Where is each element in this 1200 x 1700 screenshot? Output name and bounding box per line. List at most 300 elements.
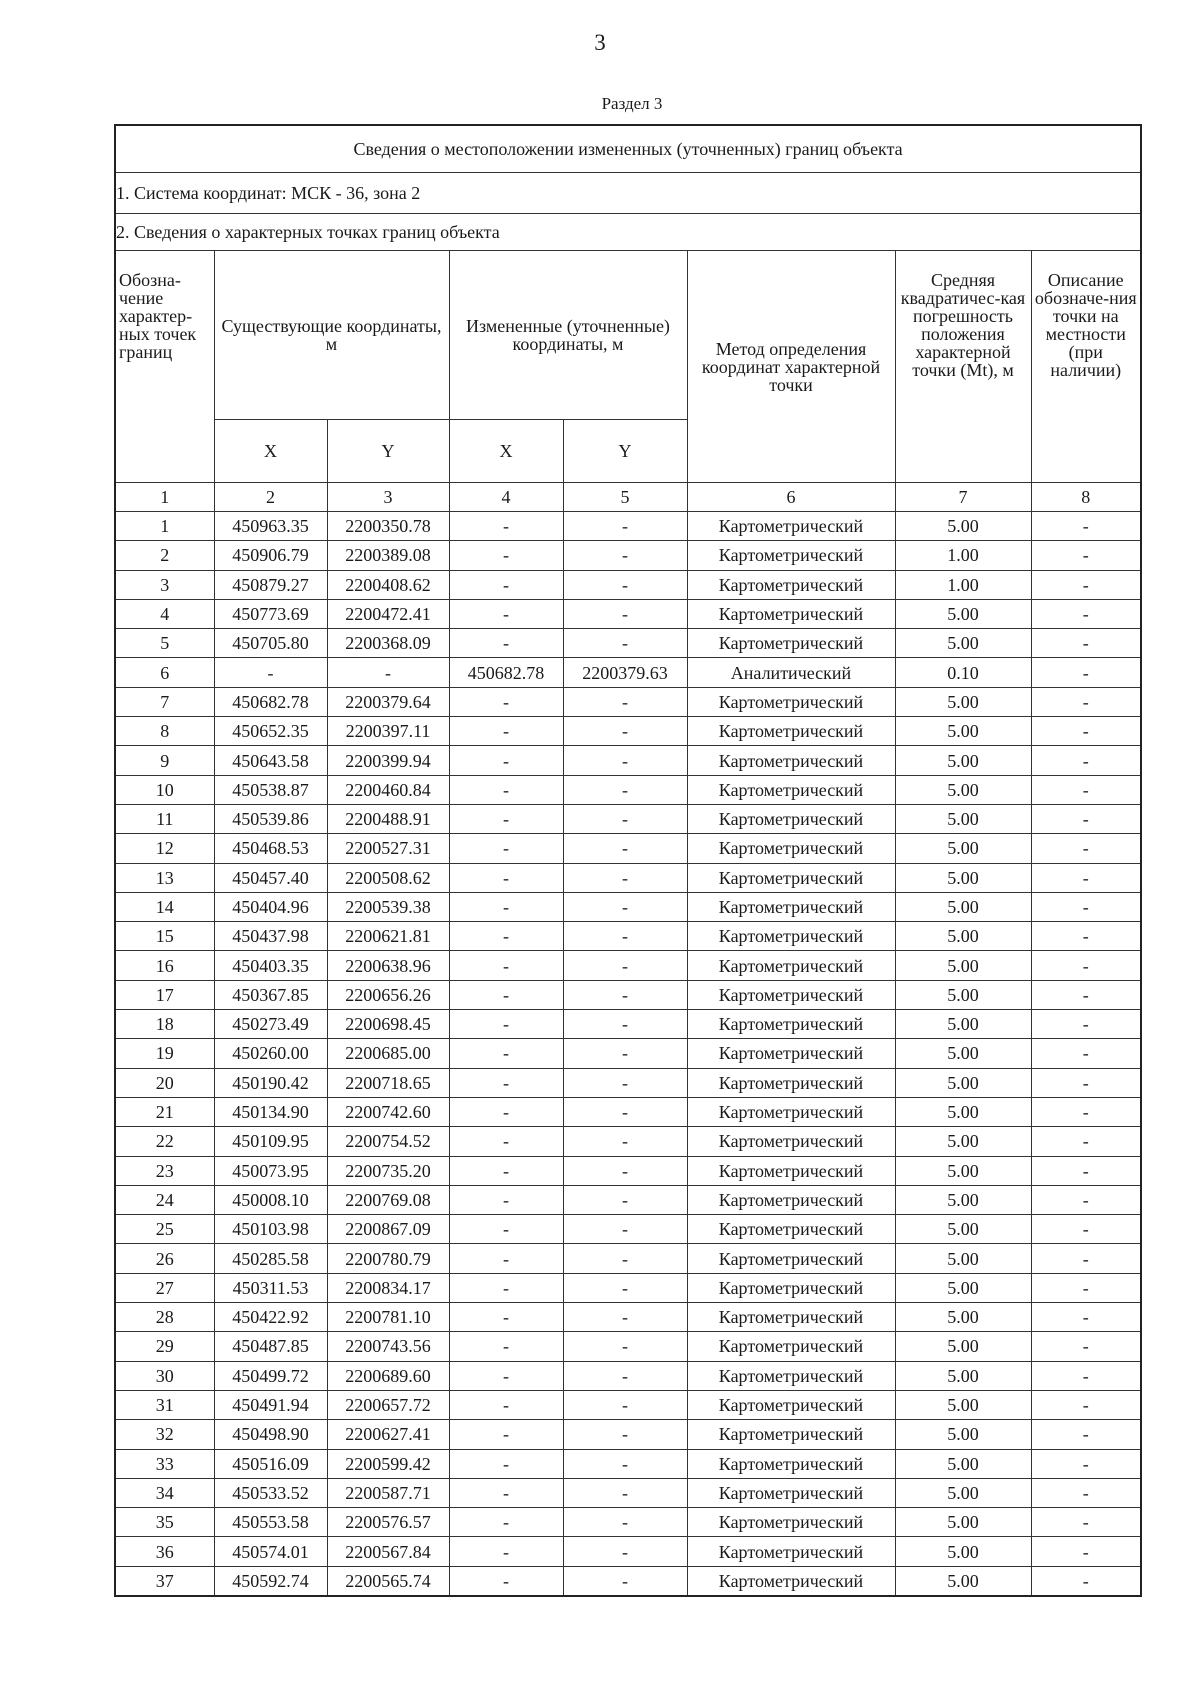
changed-x-cell: - [449, 804, 563, 833]
changed-y-cell: - [563, 804, 687, 833]
error-cell: 5.00 [895, 1537, 1031, 1566]
header-existing-coords: Существующие координаты, м [214, 251, 449, 420]
changed-x-cell: - [449, 1332, 563, 1361]
point-id-cell: 30 [115, 1361, 214, 1390]
existing-y-cell: 2200599.42 [327, 1449, 449, 1478]
changed-y-cell: - [563, 717, 687, 746]
error-cell: 5.00 [895, 1449, 1031, 1478]
table-row [115, 892, 1141, 921]
point-id-cell: 9 [115, 746, 214, 775]
existing-y-cell: 2200488.91 [327, 804, 449, 833]
method-cell: Картометрический [687, 1244, 895, 1273]
method-cell: Картометрический [687, 746, 895, 775]
changed-y-cell: - [563, 1068, 687, 1097]
table-row [115, 834, 1141, 863]
point-id-cell: 8 [115, 717, 214, 746]
existing-x-cell: 450773.69 [214, 599, 327, 628]
existing-x-cell: 450422.92 [214, 1303, 327, 1332]
existing-y-cell: 2200399.94 [327, 746, 449, 775]
point-id-cell: 27 [115, 1273, 214, 1302]
existing-y-cell: 2200689.60 [327, 1361, 449, 1390]
description-cell: - [1031, 687, 1141, 716]
changed-x-cell: - [449, 1097, 563, 1126]
description-cell: - [1031, 804, 1141, 833]
point-id-cell: 16 [115, 951, 214, 980]
table-row [115, 1449, 1141, 1478]
method-cell: Картометрический [687, 541, 895, 570]
changed-x-cell: - [449, 1420, 563, 1449]
changed-y-cell: - [563, 1420, 687, 1449]
existing-y-cell: 2200718.65 [327, 1068, 449, 1097]
points-heading: 2. Сведения о характерных точках границ объекта [115, 214, 1141, 251]
changed-x-cell: - [449, 1537, 563, 1566]
changed-y-cell: - [563, 1039, 687, 1068]
error-cell: 1.00 [895, 570, 1031, 599]
existing-y-cell: 2200397.11 [327, 717, 449, 746]
existing-y-cell: 2200656.26 [327, 980, 449, 1009]
error-cell: 5.00 [895, 1566, 1031, 1596]
existing-x-cell: 450367.85 [214, 980, 327, 1009]
existing-x-cell: 450103.98 [214, 1215, 327, 1244]
method-cell: Картометрический [687, 1127, 895, 1156]
table-row [115, 804, 1141, 833]
method-cell: Картометрический [687, 599, 895, 628]
changed-x-cell: - [449, 1508, 563, 1537]
method-cell: Картометрический [687, 1303, 895, 1332]
table-row [115, 629, 1141, 658]
existing-x-cell: 450539.86 [214, 804, 327, 833]
description-cell: - [1031, 1508, 1141, 1537]
changed-y-cell: - [563, 570, 687, 599]
existing-x-cell: 450906.79 [214, 541, 327, 570]
table-row [115, 746, 1141, 775]
error-cell: 5.00 [895, 922, 1031, 951]
table-row [115, 1068, 1141, 1097]
existing-y-cell: 2200508.62 [327, 863, 449, 892]
header-method: Метод определения координат характерной точки [687, 251, 895, 483]
column-number: 6 [687, 483, 895, 512]
error-cell: 5.00 [895, 1215, 1031, 1244]
changed-y-cell: 2200379.63 [563, 658, 687, 687]
table-row [115, 951, 1141, 980]
table-row [115, 922, 1141, 951]
point-id-cell: 23 [115, 1156, 214, 1185]
point-id-cell: 20 [115, 1068, 214, 1097]
header-existing-y: Y [327, 420, 449, 483]
existing-y-cell: 2200379.64 [327, 687, 449, 716]
header-error: Средняя квадратичес-кая погрешность положения характерной точки (Mt), м [895, 251, 1031, 483]
existing-x-cell: 450134.90 [214, 1097, 327, 1126]
table-row [115, 570, 1141, 599]
changed-x-cell: - [449, 1215, 563, 1244]
changed-x-cell: - [449, 1185, 563, 1214]
method-cell: Картометрический [687, 1332, 895, 1361]
existing-x-cell: 450457.40 [214, 863, 327, 892]
changed-x-cell: - [449, 1390, 563, 1419]
column-number: 1 [115, 483, 214, 512]
point-id-cell: 14 [115, 892, 214, 921]
description-cell: - [1031, 1390, 1141, 1419]
section-title: Раздел 3 [601, 94, 663, 113]
header-point-id: Обозна-чение характер-ных точек границ [115, 251, 214, 483]
changed-x-cell: - [449, 1039, 563, 1068]
existing-x-cell: 450533.52 [214, 1478, 327, 1507]
error-cell: 5.00 [895, 1156, 1031, 1185]
existing-x-cell: 450538.87 [214, 775, 327, 804]
existing-y-cell: 2200368.09 [327, 629, 449, 658]
description-cell: - [1031, 1332, 1141, 1361]
description-cell: - [1031, 541, 1141, 570]
changed-y-cell: - [563, 1185, 687, 1214]
error-cell: 5.00 [895, 834, 1031, 863]
existing-y-cell: 2200743.56 [327, 1332, 449, 1361]
changed-x-cell: - [449, 834, 563, 863]
changed-x-cell: 450682.78 [449, 658, 563, 687]
existing-y-cell: 2200565.74 [327, 1566, 449, 1596]
method-cell: Картометрический [687, 1039, 895, 1068]
description-cell: - [1031, 1068, 1141, 1097]
existing-x-cell: 450311.53 [214, 1273, 327, 1302]
description-cell: - [1031, 1039, 1141, 1068]
table-row [115, 687, 1141, 716]
error-cell: 5.00 [895, 629, 1031, 658]
header-changed-y: Y [563, 420, 687, 483]
table-row [115, 1215, 1141, 1244]
table-row [115, 599, 1141, 628]
changed-y-cell: - [563, 1097, 687, 1126]
error-cell: 5.00 [895, 1127, 1031, 1156]
table-row [115, 1273, 1141, 1302]
existing-y-cell: 2200539.38 [327, 892, 449, 921]
existing-y-cell: 2200657.72 [327, 1390, 449, 1419]
description-cell: - [1031, 1010, 1141, 1039]
changed-x-cell: - [449, 1273, 563, 1302]
method-cell: Аналитический [687, 658, 895, 687]
existing-y-cell: 2200408.62 [327, 570, 449, 599]
table-title: Сведения о местоположении измененных (уточненных) границ объекта [115, 125, 1141, 173]
point-id-cell: 13 [115, 863, 214, 892]
existing-x-cell: 450008.10 [214, 1185, 327, 1214]
method-cell: Картометрический [687, 1390, 895, 1419]
method-cell: Картометрический [687, 629, 895, 658]
existing-y-cell: 2200576.57 [327, 1508, 449, 1537]
error-cell: 5.00 [895, 1244, 1031, 1273]
table-row [115, 1478, 1141, 1507]
column-number: 4 [449, 483, 563, 512]
existing-x-cell: 450491.94 [214, 1390, 327, 1419]
header-changed-coords: Измененные (уточненные) координаты, м [449, 251, 687, 420]
table-row [115, 1244, 1141, 1273]
existing-x-cell: 450498.90 [214, 1420, 327, 1449]
point-id-cell: 32 [115, 1420, 214, 1449]
description-cell: - [1031, 717, 1141, 746]
existing-y-cell: 2200460.84 [327, 775, 449, 804]
description-cell: - [1031, 951, 1141, 980]
changed-x-cell: - [449, 1010, 563, 1039]
changed-x-cell: - [449, 1244, 563, 1273]
existing-x-cell: 450468.53 [214, 834, 327, 863]
method-cell: Картометрический [687, 1449, 895, 1478]
method-cell: Картометрический [687, 775, 895, 804]
method-cell: Картометрический [687, 834, 895, 863]
point-id-cell: 19 [115, 1039, 214, 1068]
method-cell: Картометрический [687, 687, 895, 716]
changed-x-cell: - [449, 863, 563, 892]
table-body [115, 512, 1141, 1596]
description-cell: - [1031, 775, 1141, 804]
changed-x-cell: - [449, 1127, 563, 1156]
method-cell: Картометрический [687, 804, 895, 833]
point-id-cell: 1 [115, 512, 214, 541]
changed-x-cell: - [449, 512, 563, 541]
description-cell: - [1031, 1273, 1141, 1302]
error-cell: 5.00 [895, 717, 1031, 746]
changed-y-cell: - [563, 687, 687, 716]
error-cell: 5.00 [895, 1478, 1031, 1507]
existing-x-cell: 450273.49 [214, 1010, 327, 1039]
description-cell: - [1031, 980, 1141, 1009]
point-id-cell: 6 [115, 658, 214, 687]
existing-x-cell: 450190.42 [214, 1068, 327, 1097]
existing-x-cell: 450285.58 [214, 1244, 327, 1273]
method-cell: Картометрический [687, 922, 895, 951]
description-cell: - [1031, 629, 1141, 658]
error-cell: 0.10 [895, 658, 1031, 687]
error-cell: 5.00 [895, 1332, 1031, 1361]
changed-x-cell: - [449, 1068, 563, 1097]
column-number: 8 [1031, 483, 1141, 512]
changed-x-cell: - [449, 1156, 563, 1185]
method-cell: Картометрический [687, 570, 895, 599]
existing-x-cell: 450499.72 [214, 1361, 327, 1390]
changed-y-cell: - [563, 1537, 687, 1566]
method-cell: Картометрический [687, 1566, 895, 1596]
method-cell: Картометрический [687, 1068, 895, 1097]
changed-x-cell: - [449, 1566, 563, 1596]
changed-x-cell: - [449, 1449, 563, 1478]
description-cell: - [1031, 1361, 1141, 1390]
changed-y-cell: - [563, 1010, 687, 1039]
existing-y-cell: 2200754.52 [327, 1127, 449, 1156]
table-row [115, 1390, 1141, 1419]
error-cell: 5.00 [895, 1097, 1031, 1126]
header-description: Описание обозначе-ния точки на местности (при наличии) [1031, 251, 1141, 483]
existing-x-cell: 450073.95 [214, 1156, 327, 1185]
point-id-cell: 34 [115, 1478, 214, 1507]
point-id-cell: 18 [115, 1010, 214, 1039]
existing-y-cell: 2200685.00 [327, 1039, 449, 1068]
existing-x-cell: 450682.78 [214, 687, 327, 716]
existing-y-cell: 2200834.17 [327, 1273, 449, 1302]
changed-y-cell: - [563, 892, 687, 921]
changed-x-cell: - [449, 922, 563, 951]
point-id-cell: 22 [115, 1127, 214, 1156]
existing-x-cell: 450963.35 [214, 512, 327, 541]
changed-y-cell: - [563, 746, 687, 775]
existing-y-cell: 2200527.31 [327, 834, 449, 863]
changed-x-cell: - [449, 599, 563, 628]
error-cell: 5.00 [895, 1273, 1031, 1302]
description-cell: - [1031, 512, 1141, 541]
header-existing-x: X [214, 420, 327, 483]
method-cell: Картометрический [687, 1156, 895, 1185]
description-cell: - [1031, 834, 1141, 863]
table-row [115, 1039, 1141, 1068]
existing-x-cell: 450404.96 [214, 892, 327, 921]
table-row [115, 1508, 1141, 1537]
changed-y-cell: - [563, 629, 687, 658]
method-cell: Картометрический [687, 1478, 895, 1507]
existing-y-cell: - [327, 658, 449, 687]
table-row [115, 980, 1141, 1009]
description-cell: - [1031, 746, 1141, 775]
method-cell: Картометрический [687, 1010, 895, 1039]
column-number: 3 [327, 483, 449, 512]
existing-y-cell: 2200698.45 [327, 1010, 449, 1039]
changed-y-cell: - [563, 1244, 687, 1273]
table-row [115, 541, 1141, 570]
error-cell: 5.00 [895, 746, 1031, 775]
changed-y-cell: - [563, 1303, 687, 1332]
description-cell: - [1031, 1185, 1141, 1214]
changed-x-cell: - [449, 570, 563, 599]
existing-x-cell: 450437.98 [214, 922, 327, 951]
table-row [115, 1420, 1141, 1449]
point-id-cell: 3 [115, 570, 214, 599]
method-cell: Картометрический [687, 1215, 895, 1244]
method-cell: Картометрический [687, 1185, 895, 1214]
point-id-cell: 7 [115, 687, 214, 716]
changed-x-cell: - [449, 687, 563, 716]
changed-y-cell: - [563, 1127, 687, 1156]
method-cell: Картометрический [687, 1537, 895, 1566]
changed-y-cell: - [563, 1566, 687, 1596]
column-number: 5 [563, 483, 687, 512]
error-cell: 5.00 [895, 512, 1031, 541]
error-cell: 5.00 [895, 687, 1031, 716]
changed-y-cell: - [563, 951, 687, 980]
error-cell: 5.00 [895, 1010, 1031, 1039]
changed-x-cell: - [449, 1303, 563, 1332]
changed-y-cell: - [563, 922, 687, 951]
existing-y-cell: 2200742.60 [327, 1097, 449, 1126]
point-id-cell: 11 [115, 804, 214, 833]
description-cell: - [1031, 1156, 1141, 1185]
existing-x-cell: 450652.35 [214, 717, 327, 746]
error-cell: 5.00 [895, 1390, 1031, 1419]
changed-y-cell: - [563, 1156, 687, 1185]
description-cell: - [1031, 658, 1141, 687]
point-id-cell: 24 [115, 1185, 214, 1214]
method-cell: Картометрический [687, 1097, 895, 1126]
method-cell: Картометрический [687, 1361, 895, 1390]
existing-y-cell: 2200389.08 [327, 541, 449, 570]
point-id-cell: 17 [115, 980, 214, 1009]
boundary-points-table [114, 124, 1142, 1597]
point-id-cell: 15 [115, 922, 214, 951]
error-cell: 5.00 [895, 599, 1031, 628]
table-row [115, 1537, 1141, 1566]
changed-y-cell: - [563, 1215, 687, 1244]
method-cell: Картометрический [687, 951, 895, 980]
description-cell: - [1031, 922, 1141, 951]
existing-x-cell: 450260.00 [214, 1039, 327, 1068]
existing-y-cell: 2200472.41 [327, 599, 449, 628]
changed-x-cell: - [449, 892, 563, 921]
method-cell: Картометрический [687, 863, 895, 892]
error-cell: 5.00 [895, 863, 1031, 892]
error-cell: 5.00 [895, 951, 1031, 980]
existing-y-cell: 2200735.20 [327, 1156, 449, 1185]
table-row [115, 863, 1141, 892]
method-cell: Картометрический [687, 717, 895, 746]
changed-y-cell: - [563, 512, 687, 541]
changed-x-cell: - [449, 541, 563, 570]
description-cell: - [1031, 1566, 1141, 1596]
description-cell: - [1031, 599, 1141, 628]
error-cell: 5.00 [895, 1303, 1031, 1332]
existing-x-cell: 450403.35 [214, 951, 327, 980]
existing-x-cell: 450109.95 [214, 1127, 327, 1156]
column-number-row [115, 483, 1141, 512]
point-id-cell: 10 [115, 775, 214, 804]
description-cell: - [1031, 1537, 1141, 1566]
changed-y-cell: - [563, 1273, 687, 1302]
method-cell: Картометрический [687, 980, 895, 1009]
column-number: 2 [214, 483, 327, 512]
method-cell: Картометрический [687, 1508, 895, 1537]
existing-x-cell: 450487.85 [214, 1332, 327, 1361]
point-id-cell: 25 [115, 1215, 214, 1244]
description-cell: - [1031, 1244, 1141, 1273]
error-cell: 5.00 [895, 804, 1031, 833]
changed-y-cell: - [563, 1508, 687, 1537]
changed-y-cell: - [563, 1332, 687, 1361]
point-id-cell: 26 [115, 1244, 214, 1273]
method-cell: Картометрический [687, 1273, 895, 1302]
changed-y-cell: - [563, 863, 687, 892]
table-row [115, 1156, 1141, 1185]
point-id-cell: 4 [115, 599, 214, 628]
point-id-cell: 37 [115, 1566, 214, 1596]
table-row [115, 1127, 1141, 1156]
changed-y-cell: - [563, 1478, 687, 1507]
table-row [115, 1097, 1141, 1126]
error-cell: 5.00 [895, 1420, 1031, 1449]
table-row [115, 1185, 1141, 1214]
table-row [115, 775, 1141, 804]
existing-y-cell: 2200867.09 [327, 1215, 449, 1244]
existing-x-cell: 450516.09 [214, 1449, 327, 1478]
point-id-cell: 12 [115, 834, 214, 863]
existing-y-cell: 2200638.96 [327, 951, 449, 980]
point-id-cell: 36 [115, 1537, 214, 1566]
changed-x-cell: - [449, 1361, 563, 1390]
description-cell: - [1031, 570, 1141, 599]
existing-x-cell: 450574.01 [214, 1537, 327, 1566]
existing-x-cell: 450592.74 [214, 1566, 327, 1596]
error-cell: 5.00 [895, 1039, 1031, 1068]
changed-y-cell: - [563, 775, 687, 804]
existing-y-cell: 2200350.78 [327, 512, 449, 541]
table-row [115, 1361, 1141, 1390]
description-cell: - [1031, 863, 1141, 892]
coordinate-system: 1. Система координат: МСК - 36, зона 2 [115, 173, 1141, 214]
table-row [115, 1566, 1141, 1596]
point-id-cell: 21 [115, 1097, 214, 1126]
changed-y-cell: - [563, 541, 687, 570]
table-row [115, 658, 1141, 687]
